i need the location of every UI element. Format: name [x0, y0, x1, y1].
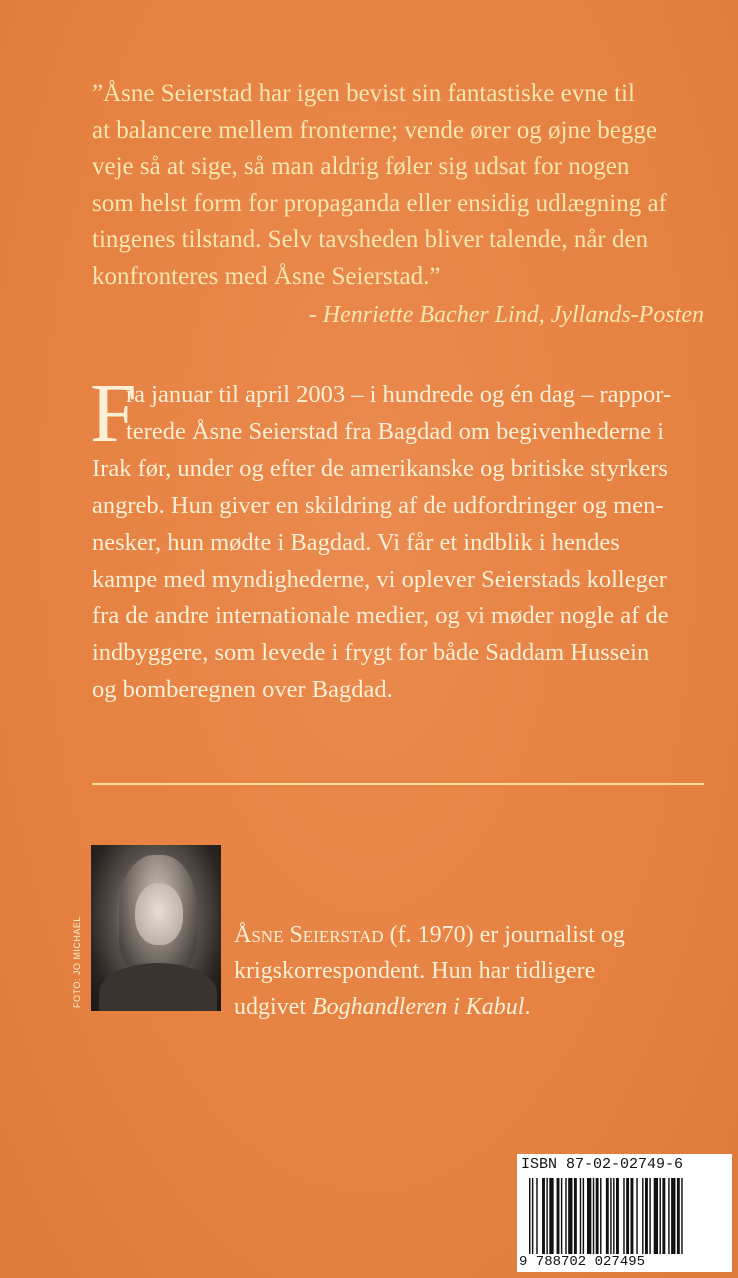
barcode-bar [574, 1178, 577, 1254]
barcode-bar [636, 1178, 637, 1254]
barcode-bar [536, 1178, 537, 1254]
description-line: Irak før, under og efter de amerikanske og britiske styrkers [92, 454, 668, 482]
barcode-bar [616, 1178, 619, 1254]
barcode-bar [649, 1178, 650, 1254]
barcode-bar [613, 1178, 614, 1254]
barcode-bar [557, 1178, 560, 1254]
divider-rule [92, 783, 704, 785]
barcode-bar [532, 1178, 533, 1254]
barcode-bar [583, 1178, 584, 1254]
author-photo-face [135, 883, 183, 945]
description-line: kampe med myndighederne, vi oplever Seierstads kolleger [92, 565, 667, 593]
bio-line-3-prefix: udgivet [234, 994, 312, 1020]
description-line: indbyggere, som levede i frygt for både Saddam Hussein [92, 639, 650, 667]
bio-line-1 [234, 917, 674, 953]
barcode-bar [561, 1178, 562, 1254]
description-line: fra de andre internationale medier, og vi møder nogle af de [92, 602, 669, 630]
barcode-bar [660, 1178, 661, 1254]
barcode-bar [549, 1178, 553, 1254]
barcode-bar [671, 1178, 675, 1254]
bio-line-1-rest: (f. 1970) er journalist og [383, 922, 625, 948]
author-name: Åsne Seierstad [234, 922, 384, 948]
barcode-bar [568, 1178, 572, 1254]
photo-credit: FOTO: JO MICHAEL [72, 916, 82, 1008]
bio-line-3-suffix: . [524, 994, 531, 1020]
barcode-box [517, 1154, 732, 1272]
barcode-bars [529, 1178, 723, 1254]
barcode-bar [596, 1178, 599, 1254]
review-quote-text: ”Åsne Seierstad har igen bevist sin fantastiske evne til at balancere mellem fronterne; vende ører og øjne begge veje så at sige, så man aldrig føler sig udsat for nogen som helst form for propaganda eller ensidig udlægning af tingenes tilstand. Selv tavsheden bliver talende, når den konfronteres med Åsne Seierstad.” [92, 80, 667, 290]
bio-line-2: krigskorrespondent. Hun har tidligere [234, 958, 596, 984]
barcode-number: 9 788702 027495 [519, 1254, 646, 1270]
description-line: ra januar til april 2003 – i hundrede og én dag – rappor- [126, 381, 672, 408]
barcode-bar [542, 1178, 545, 1254]
barcode-bar [610, 1178, 611, 1254]
book-description [92, 377, 712, 709]
barcode-bar [623, 1178, 624, 1254]
bio-line-3 [234, 989, 674, 1025]
isbn-label: ISBN 87-02-02749-6 [521, 1156, 684, 1173]
description-line: angreb. Hun giver en skildring af de udfordringer og men- [92, 491, 664, 519]
barcode-bar [580, 1178, 581, 1254]
barcode-bar [654, 1178, 658, 1254]
barcode-bar [606, 1178, 609, 1254]
author-bio [234, 917, 674, 1025]
author-photo-shoulders [99, 963, 217, 1011]
review-attribution: - Henriette Bacher Lind, Jyllands-Posten [308, 302, 704, 328]
barcode-bar [587, 1178, 591, 1254]
barcode-bar [546, 1178, 547, 1254]
barcode-bar [593, 1178, 594, 1254]
barcode-bar [677, 1178, 680, 1254]
barcode-bar [645, 1178, 648, 1254]
barcode-bar [681, 1178, 682, 1254]
review-quote [92, 76, 692, 296]
book-title: Boghandleren i Kabul [312, 994, 525, 1020]
barcode-bar [631, 1178, 634, 1254]
description-line: nesker, hun mødte i Bagdad. Vi får et indblik i hendes [92, 528, 620, 556]
barcode-bar [600, 1178, 601, 1254]
drop-cap: F [90, 367, 137, 460]
barcode-bar [565, 1178, 566, 1254]
author-photo [91, 845, 221, 1011]
barcode-bar [642, 1178, 643, 1254]
barcode-bar [668, 1178, 669, 1254]
barcode-bar [529, 1178, 530, 1254]
barcode-bar [662, 1178, 665, 1254]
description-line: og bomberegnen over Bagdad. [92, 676, 393, 704]
barcode-bar [626, 1178, 629, 1254]
description-line: terede Åsne Seierstad fra Bagdad om begivenhederne i [126, 417, 665, 445]
